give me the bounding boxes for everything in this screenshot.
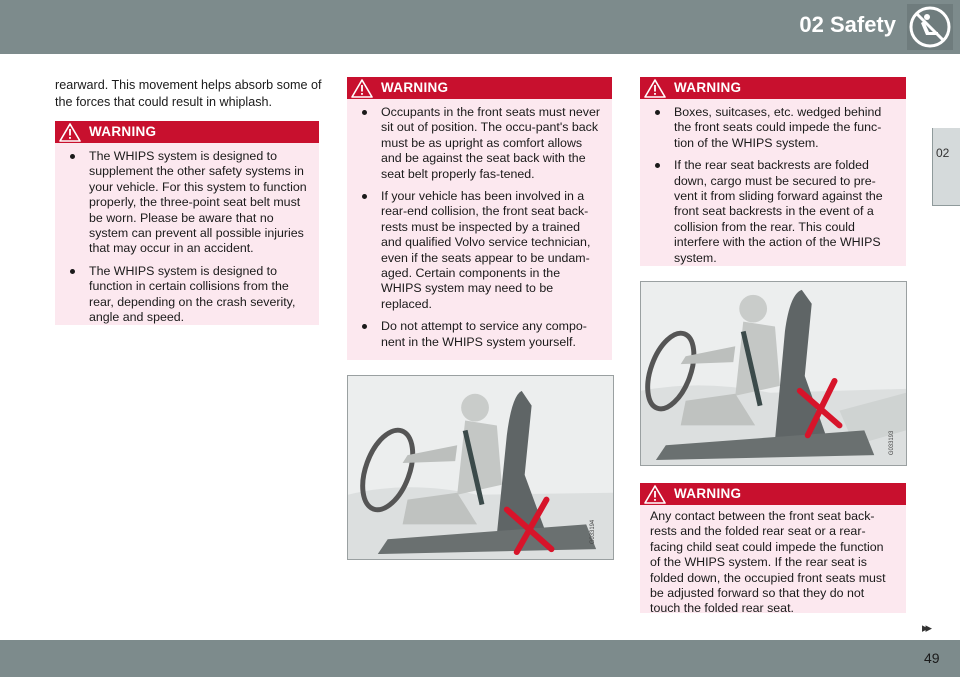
warning-box-cargo [640,77,906,266]
warning-item: The WHIPS system is designed to function in certain collisions from the rear, depending on the crash severity, angle and speed. [65,264,309,326]
warning-header [55,121,319,143]
warning-title: WARNING [381,80,449,95]
page-footer [0,640,960,677]
warning-triangle-icon [59,123,81,142]
page-number: 49 [924,650,940,666]
warning-triangle-icon [644,485,666,504]
next-page-indicator: ▸▸ [922,620,930,635]
whips-seat-illustration-1 [347,375,614,560]
warning-box-seat-position [347,77,612,360]
warning-item: Do not attempt to service any compo-nent in the WHIPS system yourself. [357,319,602,350]
warning-triangle-icon [351,79,373,98]
warning-box-rear-seat-contact [640,483,906,616]
whips-seat-illustration-2 [640,281,907,466]
warning-text: Any contact between the front seat back-rests and the folded rear seat or a rear-facing child seat could impede the function of the WHIPS system. If the rear seat is folded down, the occupied front seats must be adjusted forward so that they do not touch the folded rear seat. [650,509,886,616]
warning-header [640,483,906,505]
warning-item: If your vehicle has been involved in a rear-end collision, the front seat back-rests must be inspected by a trained and qualified Volvo service technician, even if the seats appear to be undam-aged. Certain components in the WHIPS system may need to be replaced. [357,189,602,312]
chapter-tab-label: 02 [936,146,950,160]
warning-header [347,77,612,99]
warning-item: If the rear seat backrests are folded down, cargo must be secured to pre-vent it from sliding forward against the front seat backrests in the event of a collision from the rear. This could interfere with the action of the WHIPS system. [650,158,896,266]
warning-item: Boxes, suitcases, etc. wedged behind the front seats could impede the func-tion of the WHIPS system. [650,105,896,151]
intro-paragraph: rearward. This movement helps absorb some of the forces that could result in whiplash. [55,78,322,109]
page-title: 02 Safety [799,12,896,37]
warning-triangle-icon [644,79,666,98]
warning-title: WARNING [89,124,157,139]
illustration-code: G033193 [889,430,896,456]
warning-box-whips-supplement [55,121,319,325]
warning-title: WARNING [674,80,742,95]
warning-item: Occupants in the front seats must never sit out of position. The occu-pant's back must be as upright as comfort allows and be against the seat back with the seat belt properly fas-tened. [357,105,602,182]
chapter-tab[interactable] [932,128,960,206]
seat-safety-icon [907,4,953,50]
illustration-code: G033194 [590,519,597,545]
warning-item: The WHIPS system is designed to supplement the other safety systems in your vehicle. For this system to function properly, the three-point seat belt must be worn. Please be aware that no system can prevent all possible injuries that may occur in an accident. [65,149,309,257]
warning-title: WARNING [674,486,742,501]
warning-header [640,77,906,99]
